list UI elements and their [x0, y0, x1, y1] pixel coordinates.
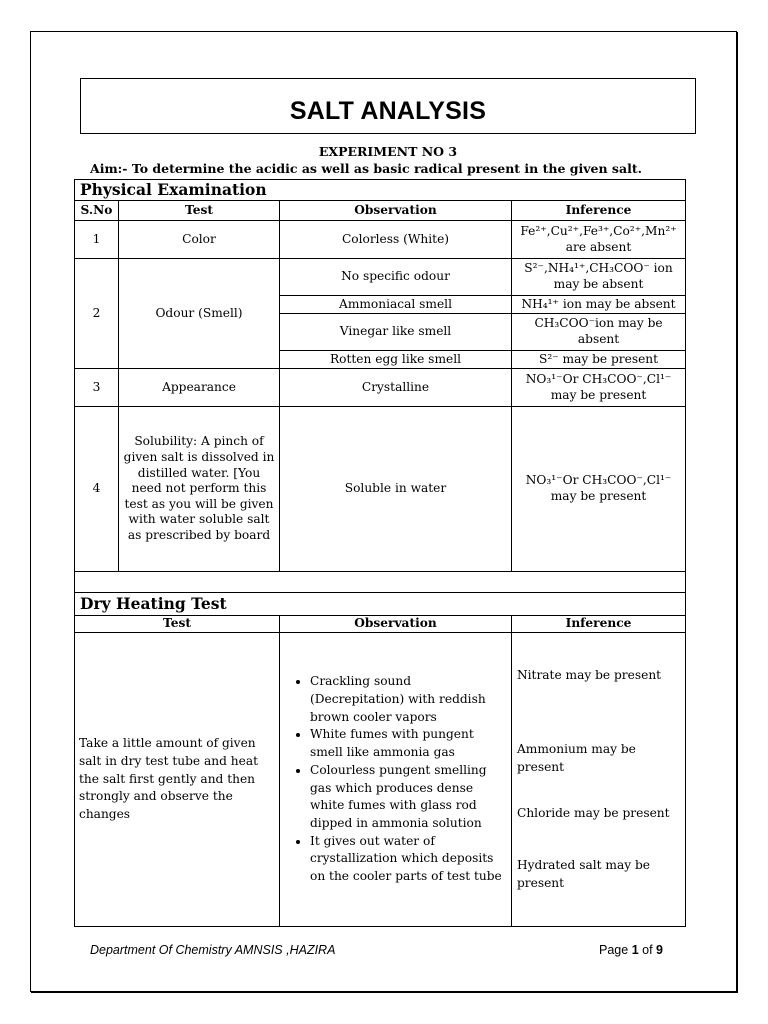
page-current: 1 — [631, 943, 639, 957]
empty-cell — [75, 572, 686, 593]
table-row — [75, 369, 686, 407]
analysis-table — [74, 179, 686, 927]
physical-section-row — [75, 180, 686, 201]
inference-item: Ammonium may be present — [517, 741, 636, 774]
cell-test: Color — [119, 221, 280, 259]
table-row — [75, 221, 686, 259]
cell-observation: Soluble in water — [280, 407, 512, 572]
dry-section-row — [75, 593, 686, 616]
list-item: • It gives out water of crystallization which deposits on the cooler parts of test tube — [310, 833, 508, 886]
inference-item: Chloride may be present — [517, 805, 670, 820]
cell-inference: Fe²⁺,Cu²⁺,Fe³⁺,Co²⁺,Mn²⁺ are absent — [512, 221, 686, 259]
cell-inference: NH₄¹⁺ ion may be absent — [512, 296, 686, 314]
cell-observation: Ammoniacal smell — [280, 296, 512, 314]
cell-observation: Colorless (White) — [280, 221, 512, 259]
cell-inference: CH₃COO⁻ion may be absent — [512, 314, 686, 351]
list-item: • Colourless pungent smelling gas which produces dense white fumes with glass rod dipped in ammonia solution — [310, 762, 508, 833]
inference-item: Nitrate may be present — [517, 667, 662, 682]
page-title: SALT ANALYSIS — [289, 96, 487, 125]
page-word: Page — [599, 943, 629, 957]
table-row — [75, 633, 686, 927]
dry-heading: Dry Heating Test — [75, 593, 686, 616]
aim-statement: Aim:- To determine the acidic as well as basic radical present in the given salt. — [90, 161, 642, 176]
cell-sno: 1 — [75, 221, 119, 259]
header-sno: S.No — [75, 201, 119, 221]
title-box — [80, 78, 696, 134]
table-row — [75, 259, 686, 296]
cell-sno: 4 — [75, 407, 119, 572]
list-item: • White fumes with pungent smell like ammonia gas — [310, 726, 508, 761]
footer-page-number — [599, 943, 663, 957]
observation-list — [283, 673, 508, 885]
header-test: Test — [119, 201, 280, 221]
header-inference: Inference — [512, 201, 686, 221]
inference-item: Hydrated salt may be present — [517, 857, 650, 890]
cell-inference: NO₃¹⁻Or CH₃COO⁻,Cl¹⁻ may be present — [512, 369, 686, 407]
cell-observation — [280, 633, 512, 927]
cell-test: Odour (Smell) — [119, 259, 280, 369]
cell-test: Take a little amount of given salt in dry test tube and heat the salt first gently and then strongly and observe the changes — [75, 633, 280, 927]
cell-observation: Crystalline — [280, 369, 512, 407]
cell-observation: No specific odour — [280, 259, 512, 296]
cell-observation: Vinegar like smell — [280, 314, 512, 351]
experiment-number: EXPERIMENT NO 3 — [318, 144, 458, 159]
header-observation: Observation — [280, 201, 512, 221]
cell-observation: Rotten egg like smell — [280, 351, 512, 369]
header-observation: Observation — [280, 616, 512, 633]
page-total: 9 — [656, 943, 663, 957]
physical-heading: Physical Examination — [75, 180, 686, 201]
list-item: • Crackling sound (Decrepitation) with reddish brown cooler vapors — [310, 673, 508, 726]
cell-inference: S²⁻ may be present — [512, 351, 686, 369]
cell-test: Appearance — [119, 369, 280, 407]
footer-department: Department Of Chemistry AMNSIS ,HAZIRA — [90, 943, 336, 957]
cell-sno: 3 — [75, 369, 119, 407]
cell-inference: NO₃¹⁻Or CH₃COO⁻,Cl¹⁻ may be present — [512, 407, 686, 572]
page-of: of — [642, 943, 653, 957]
physical-header-row — [75, 201, 686, 221]
cell-sno: 2 — [75, 259, 119, 369]
cell-test: Solubility: A pinch of given salt is dissolved in distilled water. [You need not perform this test as you will be given with water soluble salt as prescribed by board — [119, 407, 280, 572]
dry-header-row — [75, 616, 686, 633]
header-inference: Inference — [512, 616, 686, 633]
header-test: Test — [75, 616, 280, 633]
spacer-row — [75, 572, 686, 593]
table-row — [75, 407, 686, 572]
cell-inference: S²⁻,NH₄¹⁺,CH₃COO⁻ ion may be absent — [512, 259, 686, 296]
cell-inference — [512, 633, 686, 927]
